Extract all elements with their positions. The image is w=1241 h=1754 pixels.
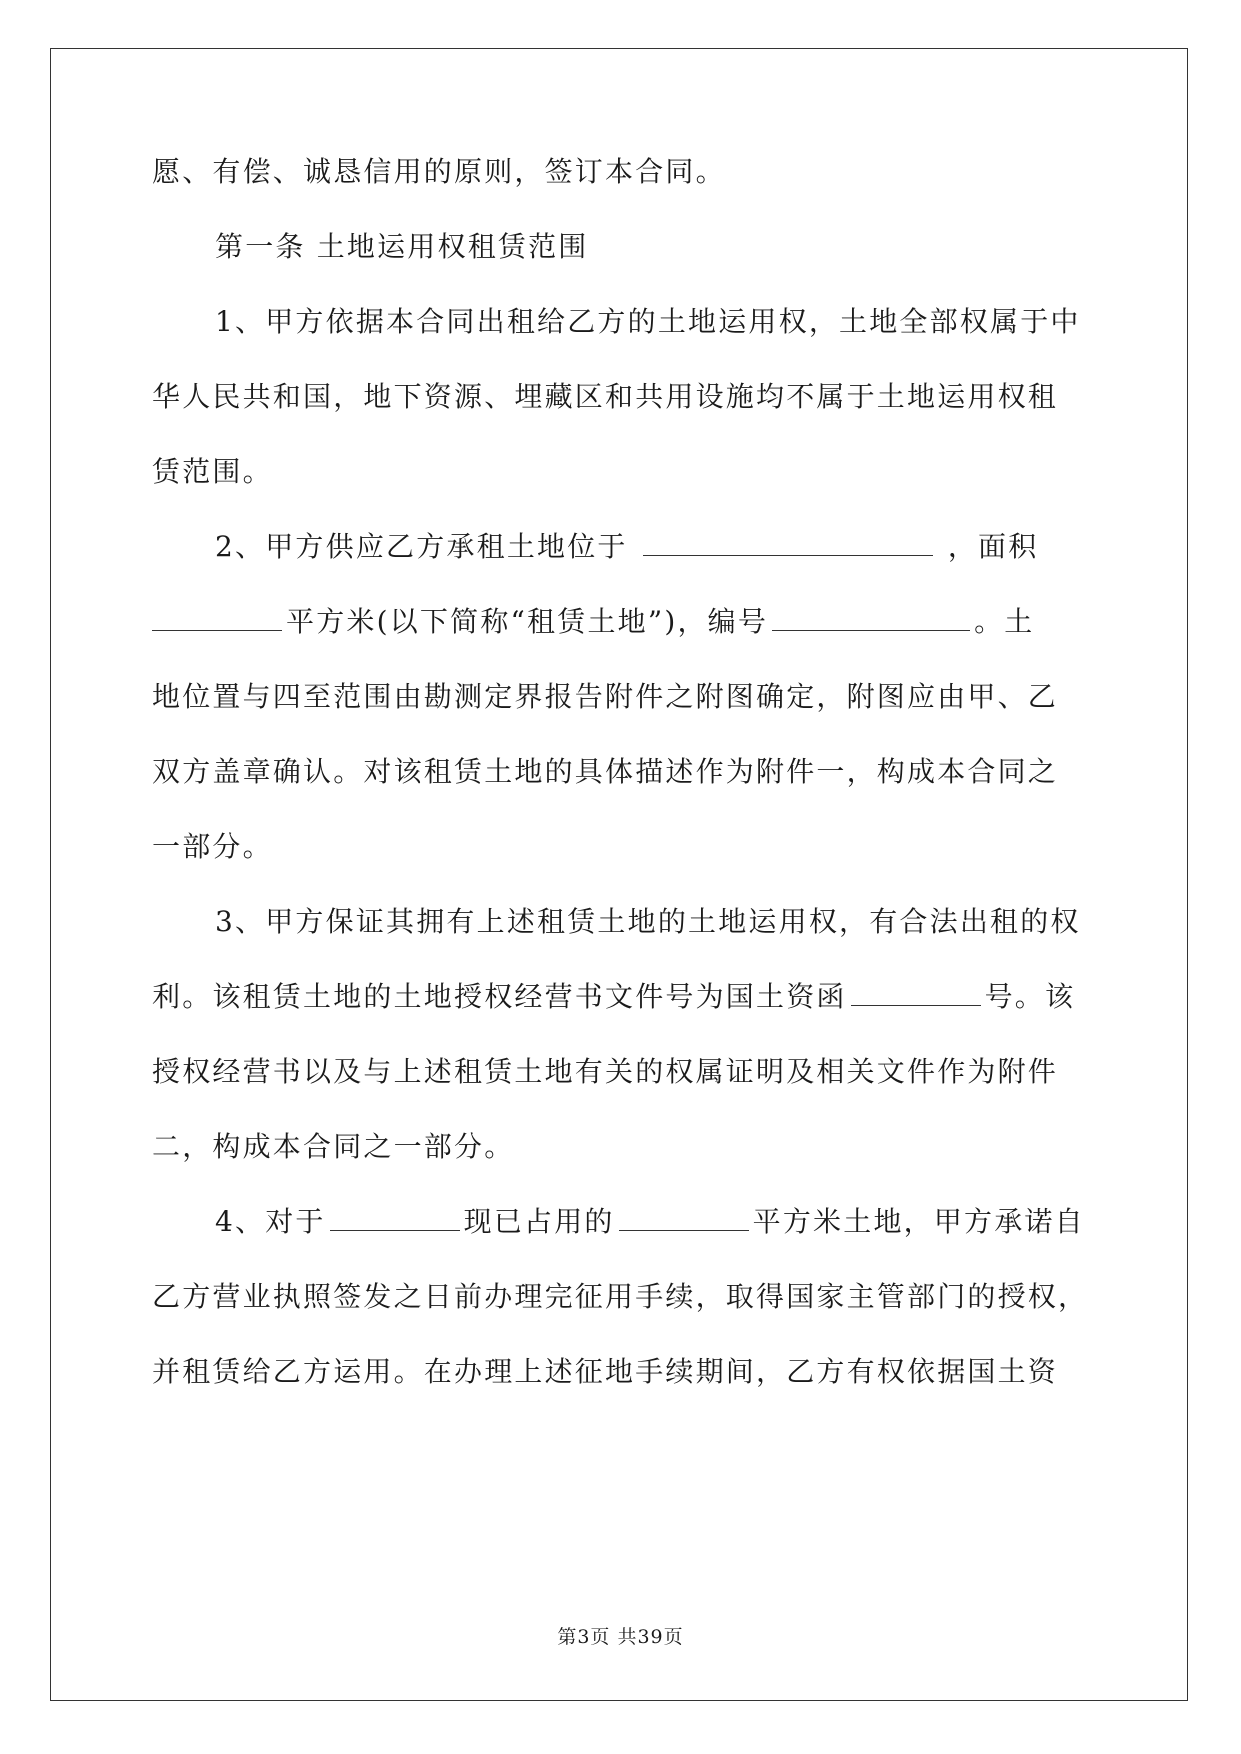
- article-heading: 第一条 土地运用权租赁范围: [215, 230, 589, 263]
- text-segment: 现已占用的: [463, 1205, 615, 1238]
- text-segment: 号。该: [984, 980, 1076, 1013]
- text-line: 双方盖章确认。对该租赁土地的具体描述作为附件一，构成本合同之: [152, 755, 1059, 788]
- text-line: 乙方营业执照签发之日前办理完征用手续，取得国家主管部门的授权，: [152, 1280, 1089, 1313]
- text-line: [215, 527, 1038, 567]
- text-line: 愿、有偿、诚恳信用的原则，签订本合同。: [152, 155, 726, 188]
- text-segment: 平方米(以下简称“租赁土地”)，编号: [286, 605, 769, 638]
- text-line: [215, 1202, 1085, 1242]
- fill-in-blank: [643, 527, 933, 556]
- page-border: [50, 48, 1188, 1701]
- fill-in-blank: [619, 1202, 749, 1231]
- fill-in-blank: [330, 1202, 460, 1231]
- text-segment: 利。该租赁土地的土地授权经营书文件号为国土资函: [152, 980, 847, 1013]
- text-segment: ，面积: [936, 530, 1039, 563]
- text-line: [152, 977, 1075, 1017]
- text-segment: 平方米土地，甲方承诺自: [752, 1205, 1085, 1238]
- fill-in-blank: [152, 602, 282, 631]
- text-segment: 2、甲方供应乙方承租土地位于: [215, 530, 639, 563]
- fill-in-blank: [851, 977, 981, 1006]
- text-line: 二，构成本合同之一部分。: [152, 1130, 515, 1163]
- fill-in-blank: [772, 602, 970, 631]
- text-line: 地位置与四至范围由勘测定界报告附件之附图确定，附图应由甲、乙: [152, 680, 1059, 713]
- text-segment: 。土: [974, 605, 1035, 638]
- text-line: 3、甲方保证其拥有上述租赁土地的土地运用权，有合法出租的权: [215, 905, 1081, 938]
- text-line: 并租赁给乙方运用。在办理上述征地手续期间，乙方有权依据国土资: [152, 1355, 1059, 1388]
- text-segment: 4、对于: [215, 1205, 326, 1238]
- page-number-footer: 第3页 共39页: [557, 1626, 684, 1648]
- text-line: 赁范围。: [152, 455, 273, 488]
- text-line: 授权经营书以及与上述租赁土地有关的权属证明及相关文件作为附件: [152, 1055, 1059, 1088]
- text-line: 华人民共和国，地下资源、埋藏区和共用设施均不属于土地运用权租: [152, 380, 1059, 413]
- text-line: [152, 602, 1035, 642]
- text-line: 1、甲方依据本合同出租给乙方的土地运用权，土地全部权属于中: [215, 305, 1081, 338]
- text-line: 一部分。: [152, 830, 273, 863]
